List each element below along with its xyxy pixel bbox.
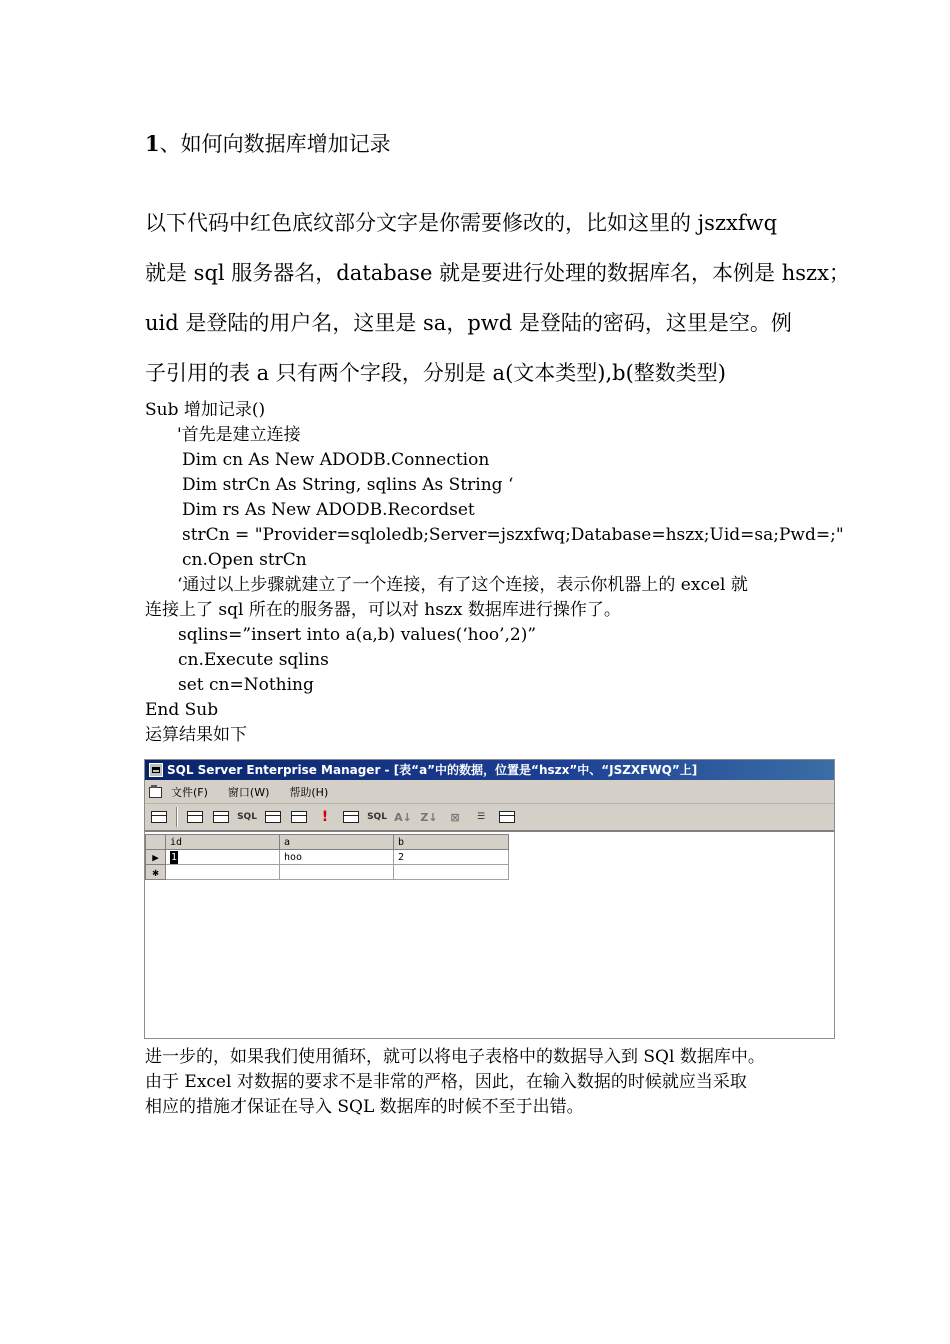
cell-id[interactable]: [166, 850, 280, 865]
code-line: strCn = "Provider=sqloledb;Server=jszxfwq;Database=hszx;Uid=sa;Pwd=;": [182, 525, 844, 545]
toolbar: [145, 804, 834, 832]
app-icon: [149, 763, 163, 777]
code-line: Dim strCn As String, sqlins As String ‘: [182, 475, 514, 495]
properties-icon[interactable]: [148, 807, 170, 827]
column-header-id[interactable]: id: [166, 835, 280, 850]
heading-text: 、如何向数据库增加记录: [159, 132, 391, 156]
sql-pane-button[interactable]: SQL: [237, 812, 257, 822]
window-title: SQL Server Enterprise Manager - [表“a”中的数据，位置是“hszx”中、“JSZXFWQ”上]: [167, 763, 698, 777]
grid-header-row: [146, 835, 509, 850]
menu-window[interactable]: 窗口(W): [227, 785, 270, 799]
intro-line: 就是 sql 服务器名，database 就是要进行处理的数据库名，本例是 hszx；: [145, 261, 850, 285]
code-line: cn.Execute sqlins: [178, 650, 329, 670]
code-line: set cn=Nothing: [178, 675, 314, 695]
closing-paragraph: [145, 1045, 815, 1120]
toolbar-separator: [176, 807, 178, 827]
intro-line: uid 是登陆的用户名，这里是 sa，pwd 是登陆的密码，这里是空。例: [145, 311, 792, 335]
remove-filter-button[interactable]: ⊠: [450, 810, 460, 824]
window-titlebar[interactable]: [145, 760, 834, 780]
run-button[interactable]: !: [321, 809, 329, 825]
intro-line: 子引用的表 a 只有两个字段，分别是 a(文本类型),b(整数类型): [145, 361, 726, 385]
section-heading: [145, 128, 391, 158]
enterprise-manager-window: [144, 759, 835, 1039]
row-header-corner: [146, 835, 166, 850]
code-line: cn.Open strCn: [182, 550, 307, 570]
menu-bar: [145, 780, 834, 804]
code-line: sqlins=”insert into a(a,b) values(‘hoo’,2)”: [178, 625, 537, 645]
change-type-icon[interactable]: [288, 807, 310, 827]
code-comment-line: ‘通过以上步骤就建立了一个连接，有了这个连接，表示你机器上的 excel 就: [177, 575, 748, 595]
column-header-a[interactable]: a: [280, 835, 394, 850]
add-table-icon[interactable]: [496, 807, 518, 827]
cell-id-value: 1: [171, 851, 178, 863]
document-icon[interactable]: [147, 784, 163, 800]
code-line: Dim rs As New ADODB.Recordset: [182, 500, 475, 520]
diagram-pane-icon[interactable]: [184, 807, 206, 827]
new-cell-b[interactable]: [394, 865, 509, 880]
outro-line: 由于 Excel 对数据的要求不是非常的严格，因此，在输入数据的时候就应当采取: [145, 1072, 747, 1092]
outro-line: 相应的措施才保证在导入 SQL 数据库的时候不至于出错。: [145, 1097, 584, 1117]
sort-descending-button[interactable]: Z↓: [420, 810, 438, 824]
results-grid: [145, 834, 509, 880]
column-header-b[interactable]: b: [394, 835, 509, 850]
intro-paragraph: [145, 203, 850, 403]
current-row-marker[interactable]: ▶: [146, 850, 166, 865]
code-line: '首先是建立连接: [177, 425, 301, 445]
code-listing: [145, 398, 844, 748]
grid-pane-icon[interactable]: [210, 807, 232, 827]
cell-b[interactable]: 2: [394, 850, 509, 865]
result-caption: 运算结果如下: [145, 725, 247, 745]
code-line: Dim cn As New ADODB.Connection: [182, 450, 490, 470]
new-cell-id[interactable]: [166, 865, 280, 880]
code-comment-line: 连接上了 sql 所在的服务器，可以对 hszx 数据库进行操作了。: [145, 600, 621, 620]
heading-number: 1: [145, 131, 160, 156]
code-line: End Sub: [145, 700, 219, 720]
intro-line: 以下代码中红色底纹部分文字是你需要修改的，比如这里的 jszxfwq: [145, 211, 778, 235]
group-by-button[interactable]: ☰: [476, 812, 486, 822]
sort-ascending-button[interactable]: A↓: [394, 810, 412, 824]
new-cell-a[interactable]: [280, 865, 394, 880]
cancel-query-icon[interactable]: [340, 807, 362, 827]
outro-line: 进一步的，如果我们使用循环，就可以将电子表格中的数据导入到 SQl 数据库中。: [145, 1047, 765, 1067]
new-row: [146, 865, 509, 880]
menu-file[interactable]: 文件(F): [171, 785, 208, 799]
verify-sql-button[interactable]: SQL: [367, 812, 387, 822]
new-row-marker[interactable]: ✱: [146, 865, 166, 880]
results-pane-icon[interactable]: [262, 807, 284, 827]
cell-a[interactable]: hoo: [280, 850, 394, 865]
code-line: Sub 增加记录(): [145, 400, 266, 420]
menu-help[interactable]: 帮助(H): [289, 785, 329, 799]
table-row: [146, 850, 509, 865]
